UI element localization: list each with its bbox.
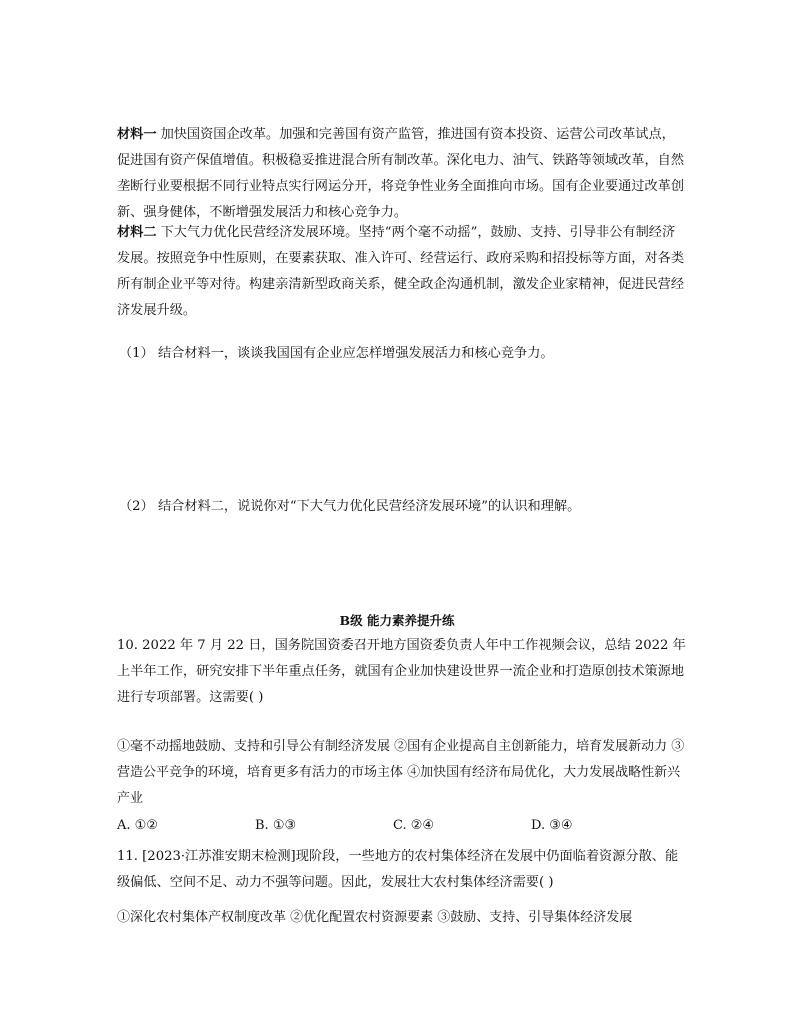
section-b-title: B级 能力素养提升练 bbox=[339, 613, 455, 628]
material-two-text: 下大气力优化民营经济发展环境。坚持“两个毫不动摇”，鼓励、支持、引导非公有制经济发展。按照竞争中性原则，在要素获取、准入许可、经营运行、政府采购和招投标等方面，对各类所有制企业平等对待。构建亲清新型政商关系，健全政企沟通机制，激发企业家精神，促进民营经济发展升级。 bbox=[117, 225, 685, 318]
option-d: D. ③④ bbox=[531, 818, 573, 833]
question-11-stem: 11. [2023·江苏淮安期末检测]现阶段，一些地方的农村集体经济在发展中仍面临着资源分散、能级偏低、空间不足、动力不强等问题。因此，发展壮大农村集体经济需要( ) bbox=[117, 849, 679, 890]
material-two-label: 材料二 bbox=[117, 225, 157, 240]
material-two bbox=[117, 220, 687, 324]
option-c: C. ②④ bbox=[393, 818, 435, 833]
question-one: （1） 结合材料一，谈谈我国国有企业应怎样增强发展活力和核心竞争力。 bbox=[119, 346, 554, 361]
question-10-statements: ①毫不动摇地鼓励、支持和引导公有制经济发展 ②国有企业提高自主创新能力，培育发展新动力 ③营造公平竞争的环境，培育更多有活力的市场主体 ④加快国有经济布局优化，大力发展战略性新兴产业 bbox=[117, 739, 685, 806]
material-one bbox=[117, 122, 687, 226]
question-10-stem: 10. 2022 年 7 月 22 日，国务院国资委召开地方国资委负责人年中工作视频会议，总结 2022 年上半年工作，研究安排下半年重点任务，就国有企业加快建设世界一流企业和打造原创技术策源地进行专项部署。这需要( ) bbox=[117, 638, 686, 705]
question-11-statements: ①深化农村集体产权制度改革 ②优化配置农村资源要素 ③鼓励、支持、引导集体经济发展 bbox=[117, 910, 633, 925]
material-one-text: 加快国资国企改革。加强和完善国有资产监管，推进国有资本投资、运营公司改革试点，促进国有资产保值增值。积极稳妥推进混合所有制改革。深化电力、油气、铁路等领域改革，自然垄断行业要根据不同行业特点实行网运分开，将竞争性业务全面推向市场。国有企业要通过改革创新、强身健体，不断增强发展活力和核心竞争力。 bbox=[117, 127, 685, 220]
material-one-label: 材料一 bbox=[117, 127, 157, 142]
option-a: A. ①② bbox=[117, 818, 158, 833]
option-b: B. ①③ bbox=[255, 818, 297, 833]
question-two: （2） 结合材料二，说说你对“下大气力优化民营经济发展环境”的认识和理解。 bbox=[119, 499, 581, 514]
